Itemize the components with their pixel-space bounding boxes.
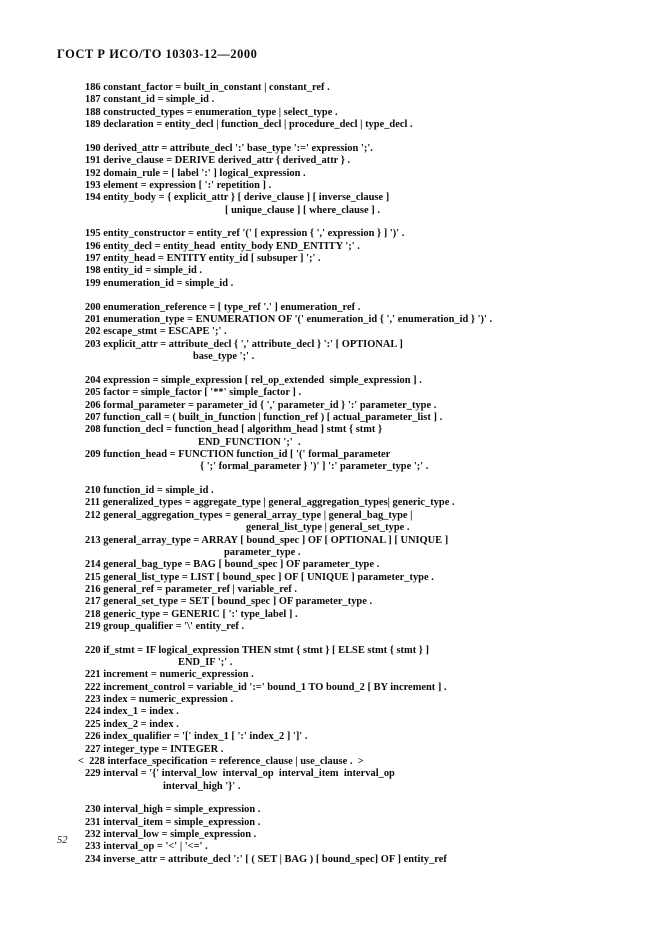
grammar-line-text: 188 constructed_types = enumeration_type | select_type . — [85, 106, 338, 118]
grammar-line-text: 196 entity_decl = entity_head entity_body END_ENTITY ';' . — [85, 240, 360, 252]
grammar-line — [0, 228, 661, 240]
grammar-line-text: 219 group_qualifier = '\' entity_ref . — [85, 620, 245, 632]
grammar-line-text: 202 escape_stmt = ESCAPE ';' . — [85, 326, 227, 338]
grammar-line — [0, 841, 661, 853]
grammar-group — [0, 143, 661, 217]
grammar-line — [0, 645, 661, 657]
grammar-line-text: 221 increment = numeric_expression . — [85, 669, 254, 681]
grammar-line-text: general_list_type | general_set_type . — [246, 522, 410, 534]
grammar-line-text: base_type ';' . — [193, 351, 255, 363]
grammar-line — [0, 205, 661, 217]
grammar-line — [0, 339, 661, 351]
grammar-line-text: 223 index = numeric_expression . — [85, 694, 234, 706]
grammar-line-text: 186 constant_factor = built_in_constant | constant_ref . — [85, 82, 330, 93]
document-header-standard-title: ГОСТ Р ИСО/ТО 10303-12—2000 — [57, 47, 258, 61]
grammar-line — [0, 400, 661, 412]
grammar-line — [0, 253, 661, 265]
grammar-group — [0, 82, 661, 131]
grammar-line — [0, 547, 661, 559]
grammar-line — [0, 143, 661, 155]
grammar-line-text: 208 function_decl = function_head [ algorithm_head ] stmt { stmt } — [85, 424, 383, 436]
grammar-line-text: 220 if_stmt = IF logical_expression THEN stmt { stmt } [ ELSE stmt { stmt } ] — [85, 644, 430, 656]
grammar-line-text: 187 constant_id = simple_id . — [85, 94, 215, 106]
grammar-line-text: 212 general_aggregation_types = general_array_type | general_bag_type | — [85, 509, 413, 521]
grammar-line — [0, 351, 661, 363]
grammar-line-text: 229 interval = '{' interval_low interval_op interval_item interval_op — [85, 768, 395, 780]
grammar-line-text: 206 formal_parameter = parameter_id { ',' parameter_id } ':' parameter_type . — [85, 399, 437, 411]
grammar-line — [0, 107, 661, 119]
grammar-line-text: 192 domain_rule = [ label ':' ] logical_expression . — [85, 167, 306, 179]
grammar-line — [0, 424, 661, 436]
grammar-line-text: END_FUNCTION ';' . — [198, 436, 301, 448]
grammar-line-text: 190 derived_attr = attribute_decl ':' base_type ':=' expression ';'. — [85, 142, 373, 154]
grammar-line-text: [ unique_clause ] [ where_clause ] . — [225, 204, 380, 216]
grammar-line — [0, 180, 661, 192]
grammar-line — [0, 387, 661, 399]
grammar-line — [0, 682, 661, 694]
grammar-line-text: 227 integer_type = INTEGER . — [85, 743, 224, 755]
grammar-line — [0, 326, 661, 338]
grammar-group — [0, 645, 661, 793]
grammar-line — [0, 192, 661, 204]
page-number: 52 — [57, 835, 68, 846]
grammar-line — [0, 535, 661, 547]
grammar-line — [0, 94, 661, 106]
grammar-line — [0, 572, 661, 584]
grammar-line-text: < 228 interface_specification = reference_clause | use_clause . > — [78, 755, 364, 767]
grammar-line-text: 191 derive_clause = DERIVE derived_attr { derived_attr } . — [85, 155, 351, 167]
grammar-line — [0, 265, 661, 277]
grammar-line-text: 199 enumeration_id = simple_id . — [85, 277, 234, 289]
grammar-line — [0, 314, 661, 326]
grammar-line-text: 189 declaration = entity_decl | function_decl | procedure_decl | type_decl . — [85, 119, 413, 131]
grammar-line — [0, 241, 661, 253]
grammar-line — [0, 119, 661, 131]
grammar-line — [0, 82, 661, 94]
grammar-line-text: 213 general_array_type = ARRAY [ bound_spec ] OF [ OPTIONAL ] [ UNIQUE ] — [85, 534, 449, 546]
grammar-line-text: 205 factor = simple_factor [ '**' simple_factor ] . — [85, 387, 302, 399]
grammar-line — [0, 781, 661, 793]
grammar-line-text: 211 generalized_types = aggregate_type | general_aggregation_types| generic_type . — [85, 497, 455, 509]
grammar-line — [0, 817, 661, 829]
grammar-line — [0, 559, 661, 571]
grammar-line-text: 193 element = expression [ ':' repetition ] . — [85, 179, 272, 191]
grammar-line-text: END_IF ';' . — [178, 657, 233, 669]
grammar-line — [0, 706, 661, 718]
grammar-line-text: 234 inverse_attr = attribute_decl ':' [ ( SET | BAG ) [ bound_spec] OF ] entity_ref — [85, 853, 447, 865]
grammar-line — [0, 510, 661, 522]
grammar-production-list — [0, 82, 661, 866]
grammar-line-text: 230 interval_high = simple_expression . — [85, 804, 261, 816]
grammar-line-text: 198 entity_id = simple_id . — [85, 265, 203, 277]
grammar-line — [0, 302, 661, 314]
grammar-line — [0, 596, 661, 608]
grammar-line-text: 210 function_id = simple_id . — [85, 485, 214, 497]
grammar-line — [0, 522, 661, 534]
grammar-line-text: { ';' formal_parameter } ')' ] ':' parameter_type ';' . — [200, 461, 429, 473]
grammar-line-text: 197 entity_head = ENTITY entity_id [ subsuper ] ';' . — [85, 253, 321, 265]
grammar-group — [0, 804, 661, 866]
grammar-group — [0, 485, 661, 633]
grammar-line-text: 217 general_set_type = SET [ bound_spec ] OF parameter_type . — [85, 596, 373, 608]
grammar-line-text: 195 entity_constructor = entity_ref '(' [ expression { ',' expression } ] ')' . — [85, 228, 405, 240]
grammar-line — [0, 768, 661, 780]
grammar-line-text: 224 index_1 = index . — [85, 706, 179, 718]
grammar-line — [0, 804, 661, 816]
grammar-line-text: 200 enumeration_reference = [ type_ref '.' ] enumeration_ref . — [85, 301, 361, 313]
grammar-line — [0, 744, 661, 756]
grammar-line-text: 226 index_qualifier = '[' index_1 [ ':' index_2 ] ']' . — [85, 731, 308, 743]
grammar-line-text: parameter_type . — [224, 546, 301, 558]
grammar-line-text: 225 index_2 = index . — [85, 718, 179, 730]
grammar-line-text: 218 generic_type = GENERIC [ ':' type_label ] . — [85, 608, 298, 620]
grammar-line — [0, 609, 661, 621]
grammar-line — [0, 854, 661, 866]
grammar-line — [0, 731, 661, 743]
grammar-line-text: interval_high '}' . — [163, 780, 241, 792]
grammar-line — [0, 657, 661, 669]
grammar-line — [0, 412, 661, 424]
grammar-line — [0, 694, 661, 706]
grammar-line-text: 194 entity_body = { explicit_attr } [ derive_clause ] [ inverse_clause ] — [85, 192, 390, 204]
grammar-group — [0, 375, 661, 474]
grammar-line — [0, 437, 661, 449]
grammar-line-text: 209 function_head = FUNCTION function_id [ '(' formal_parameter — [85, 448, 391, 460]
grammar-line — [0, 485, 661, 497]
grammar-line-text: 207 function_call = ( built_in_function | function_ref ) [ actual_parameter_list ] . — [85, 411, 443, 423]
grammar-line — [0, 584, 661, 596]
grammar-line-text: 231 interval_item = simple_expression . — [85, 816, 261, 828]
grammar-line — [0, 497, 661, 509]
grammar-line — [0, 449, 661, 461]
grammar-line — [0, 168, 661, 180]
grammar-line — [0, 375, 661, 387]
grammar-line — [0, 155, 661, 167]
grammar-line — [0, 461, 661, 473]
grammar-line — [0, 278, 661, 290]
grammar-line — [0, 621, 661, 633]
grammar-group — [0, 302, 661, 364]
grammar-line-text: 201 enumeration_type = ENUMERATION OF '(' enumeration_id { ',' enumeration_id } ')' . — [85, 314, 493, 325]
grammar-group — [0, 228, 661, 290]
grammar-line-text: 233 interval_op = '<' | '<=' . — [85, 841, 208, 853]
grammar-line-text: 232 interval_low = simple_expression . — [85, 829, 257, 841]
grammar-line — [0, 756, 661, 768]
grammar-line — [0, 669, 661, 681]
grammar-line-text: 216 general_ref = parameter_ref | variable_ref . — [85, 583, 297, 595]
grammar-line — [0, 829, 661, 841]
grammar-line-text: 214 general_bag_type = BAG [ bound_spec ] OF parameter_type . — [85, 559, 380, 571]
grammar-line-text: 204 expression = simple_expression [ rel_op_extended simple_expression ] . — [85, 374, 422, 386]
grammar-line-text: 203 explicit_attr = attribute_decl { ',' attribute_decl } ':' [ OPTIONAL ] — [85, 338, 403, 350]
grammar-line-text: 215 general_list_type = LIST [ bound_spec ] OF [ UNIQUE ] parameter_type . — [85, 571, 434, 583]
grammar-line-text: 222 increment_control = variable_id ':=' bound_1 TO bound_2 [ BY increment ] . — [85, 681, 447, 693]
grammar-line — [0, 719, 661, 731]
